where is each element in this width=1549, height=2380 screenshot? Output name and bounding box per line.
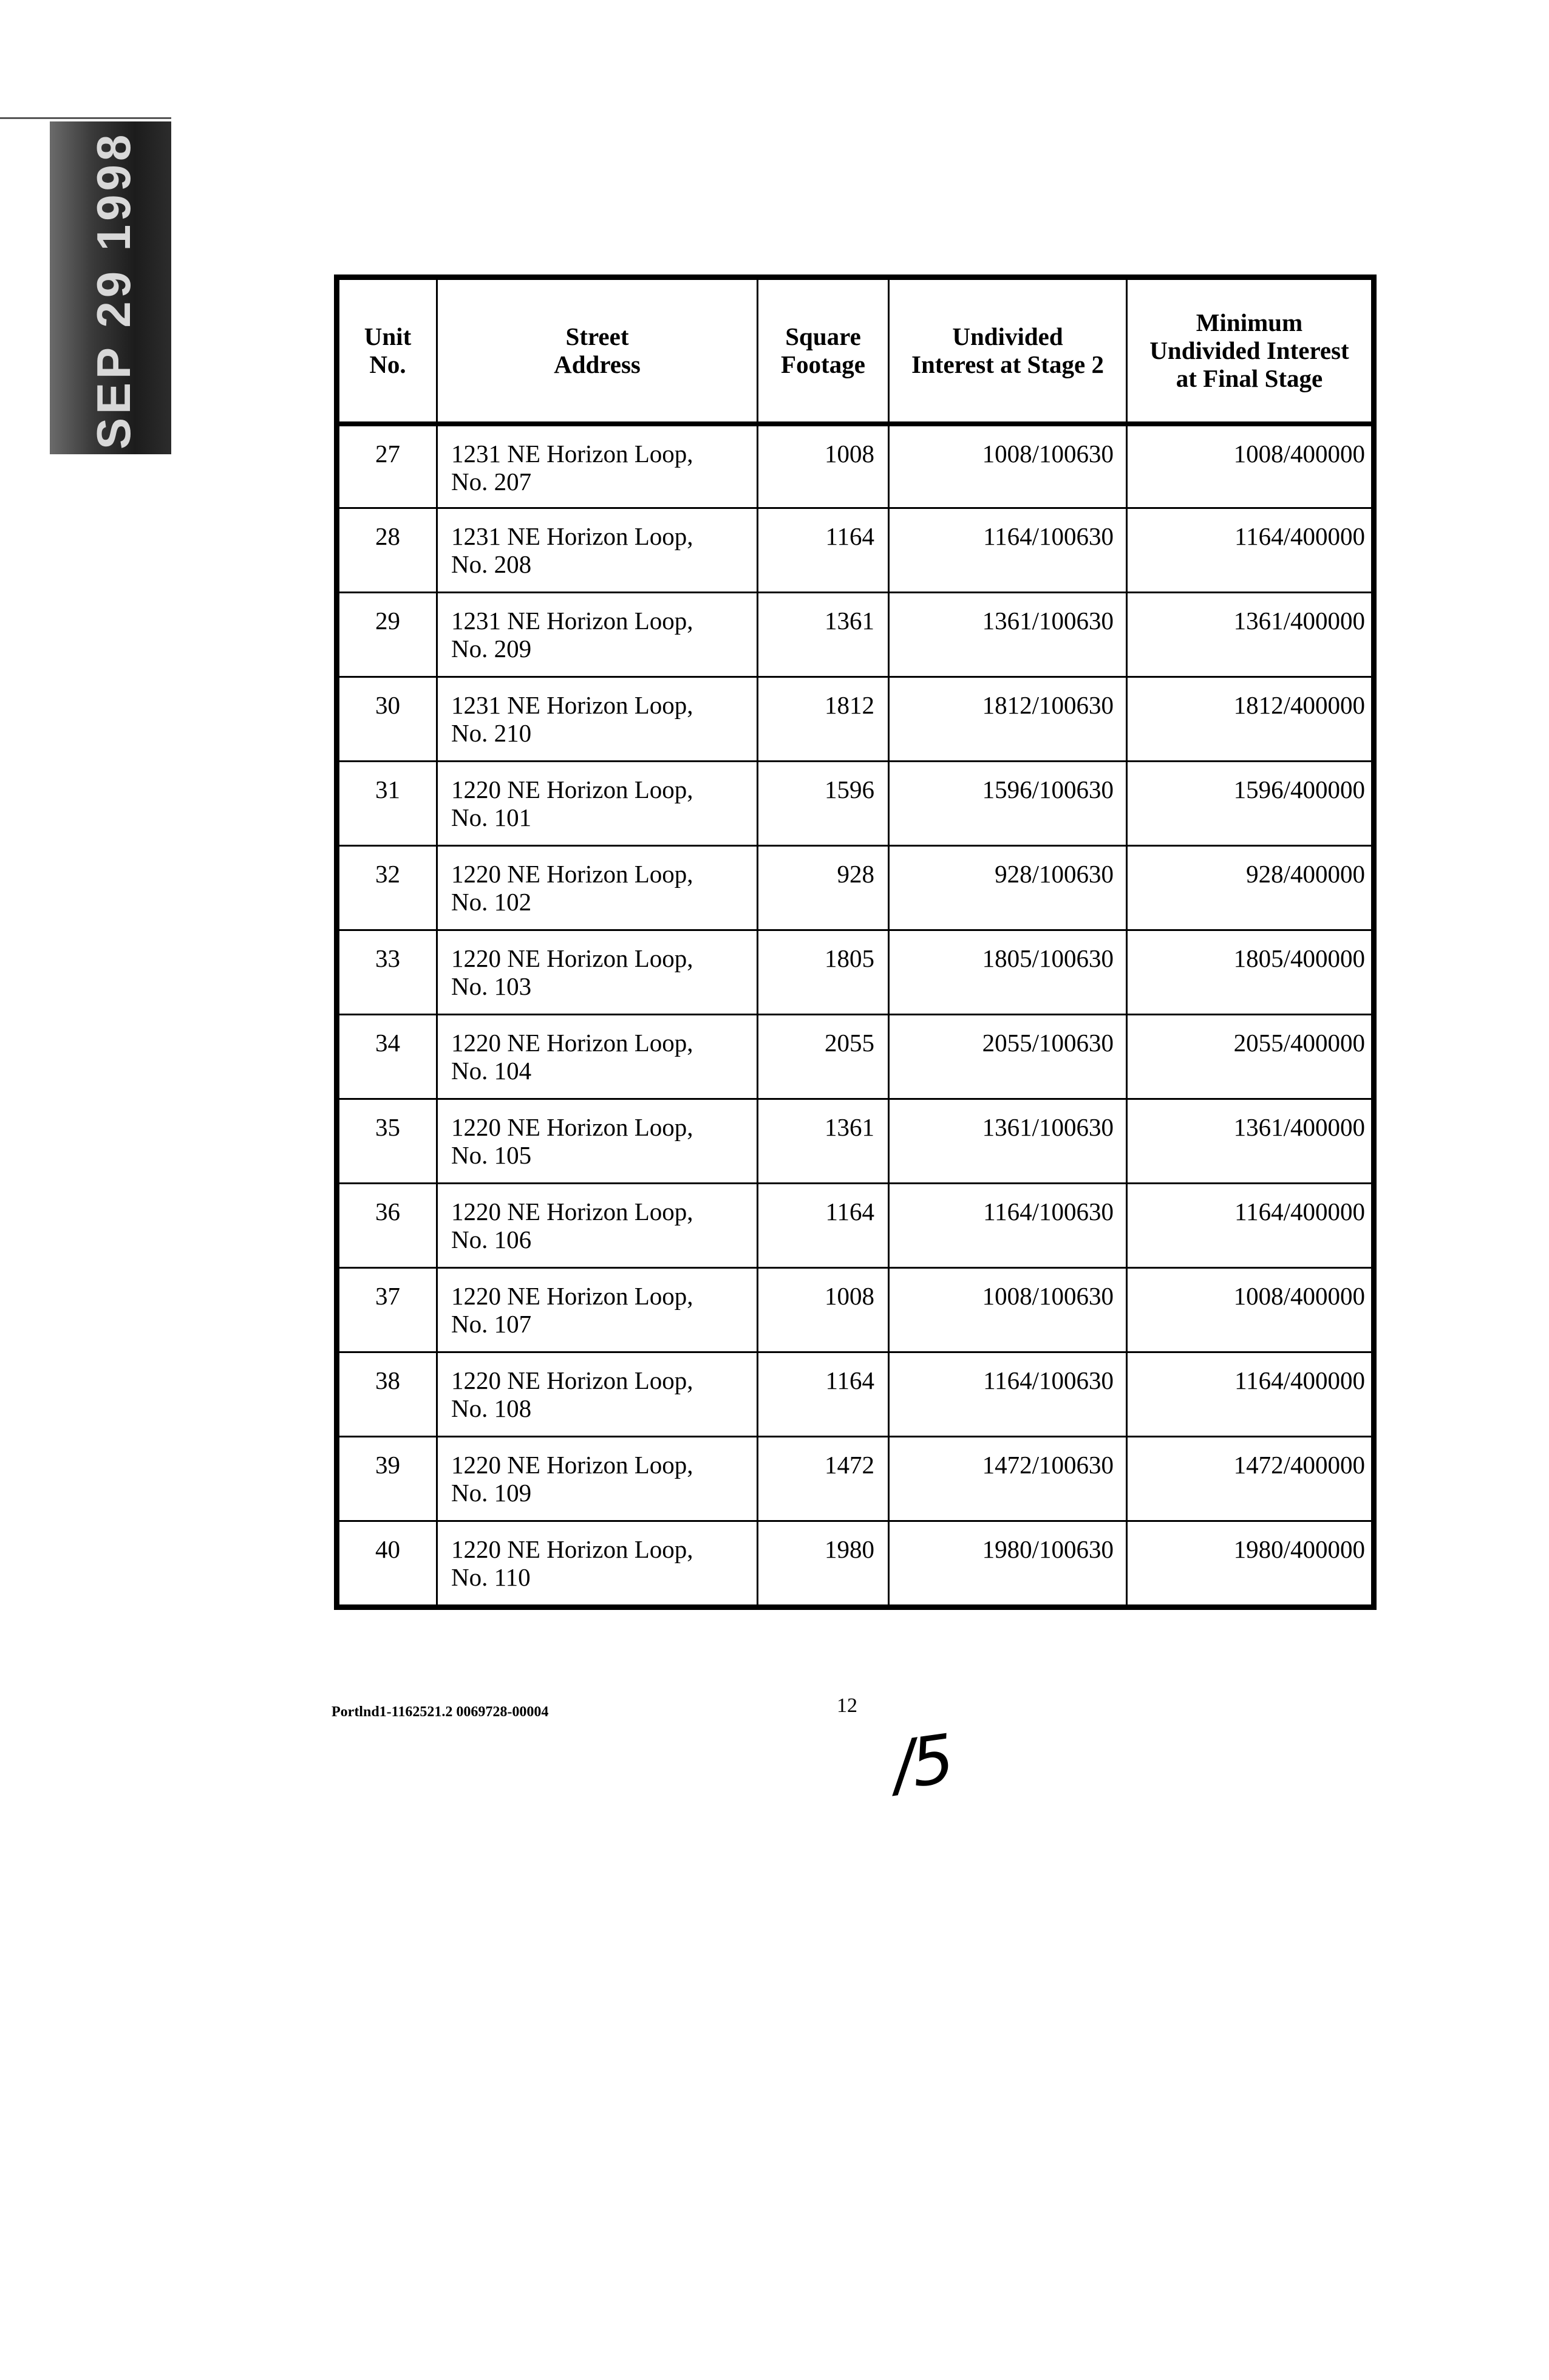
unit-no-cell: 37 — [339, 1268, 437, 1352]
street-address-cell — [437, 1521, 758, 1606]
table-row — [339, 508, 1372, 593]
header-square-footage: Square Footage — [758, 279, 889, 424]
street-address-cell — [437, 593, 758, 677]
address-line: No. 208 — [451, 550, 532, 578]
square-footage-cell: 2055 — [758, 1015, 889, 1099]
address-line: No. 108 — [451, 1394, 532, 1422]
interest-final-stage-cell: 1008/400000 — [1127, 424, 1372, 508]
header-street-address: Street Address — [437, 279, 758, 424]
address-line: 1220 NE Horizon Loop, — [451, 1535, 693, 1563]
street-address-cell — [437, 762, 758, 846]
address-line: 1220 NE Horizon Loop, — [451, 1366, 693, 1394]
table-row — [339, 1352, 1372, 1437]
header-interest-stage-2: Undivided Interest at Stage 2 — [889, 279, 1127, 424]
address-line: 1220 NE Horizon Loop, — [451, 1451, 693, 1479]
street-address-cell — [437, 1352, 758, 1437]
square-footage-cell: 1980 — [758, 1521, 889, 1606]
address-line: No. 110 — [451, 1563, 531, 1591]
street-address-cell — [437, 677, 758, 762]
unit-no-cell: 32 — [339, 846, 437, 930]
square-footage-cell: 1164 — [758, 508, 889, 593]
table-row — [339, 677, 1372, 762]
interest-stage-2-cell: 2055/100630 — [889, 1015, 1127, 1099]
interest-final-stage-cell: 1805/400000 — [1127, 930, 1372, 1015]
unit-no-cell: 38 — [339, 1352, 437, 1437]
square-footage-cell: 928 — [758, 846, 889, 930]
interest-stage-2-cell: 1164/100630 — [889, 1352, 1127, 1437]
table-row — [339, 1184, 1372, 1268]
unit-no-cell: 36 — [339, 1184, 437, 1268]
interest-final-stage-cell: 1164/400000 — [1127, 1352, 1372, 1437]
interest-stage-2-cell: 1361/100630 — [889, 593, 1127, 677]
interest-final-stage-cell: 1980/400000 — [1127, 1521, 1372, 1606]
unit-no-cell: 34 — [339, 1015, 437, 1099]
header-interest-final-stage: Minimum Undivided Interest at Final Stage — [1127, 279, 1372, 424]
square-footage-cell: 1008 — [758, 424, 889, 508]
unit-no-cell: 39 — [339, 1437, 437, 1521]
unit-no-cell: 29 — [339, 593, 437, 677]
table-row — [339, 1099, 1372, 1184]
table-row — [339, 762, 1372, 846]
unit-no-cell: 31 — [339, 762, 437, 846]
table-row — [339, 593, 1372, 677]
address-line: 1220 NE Horizon Loop, — [451, 776, 693, 803]
margin-rule — [0, 117, 171, 119]
unit-no-cell: 28 — [339, 508, 437, 593]
square-footage-cell: 1361 — [758, 593, 889, 677]
table-row — [339, 1268, 1372, 1352]
table-row — [339, 1015, 1372, 1099]
unit-no-cell: 35 — [339, 1099, 437, 1184]
interest-final-stage-cell: 1164/400000 — [1127, 1184, 1372, 1268]
interest-stage-2-cell: 1812/100630 — [889, 677, 1127, 762]
square-footage-cell: 1008 — [758, 1268, 889, 1352]
street-address-cell — [437, 930, 758, 1015]
address-line: No. 107 — [451, 1310, 532, 1338]
street-address-cell — [437, 1184, 758, 1268]
unit-no-cell: 40 — [339, 1521, 437, 1606]
interest-stage-2-cell: 1805/100630 — [889, 930, 1127, 1015]
address-line: 1220 NE Horizon Loop, — [451, 944, 693, 972]
interest-final-stage-cell: 1361/400000 — [1127, 593, 1372, 677]
square-footage-cell: 1361 — [758, 1099, 889, 1184]
handwritten-page-number: /5 — [887, 1720, 956, 1805]
address-line: 1220 NE Horizon Loop, — [451, 1282, 693, 1310]
table-row — [339, 424, 1372, 508]
address-line: No. 104 — [451, 1057, 532, 1085]
address-line: 1231 NE Horizon Loop, — [451, 607, 693, 635]
table-row — [339, 930, 1372, 1015]
interest-final-stage-cell: 1596/400000 — [1127, 762, 1372, 846]
interest-final-stage-cell: 2055/400000 — [1127, 1015, 1372, 1099]
street-address-cell — [437, 1268, 758, 1352]
page-number: 12 — [837, 1694, 857, 1717]
street-address-cell — [437, 846, 758, 930]
interest-final-stage-cell: 1361/400000 — [1127, 1099, 1372, 1184]
square-footage-cell: 1596 — [758, 762, 889, 846]
address-line: No. 210 — [451, 719, 532, 747]
address-line: No. 101 — [451, 803, 532, 831]
address-line: 1220 NE Horizon Loop, — [451, 1029, 693, 1057]
table-row — [339, 1437, 1372, 1521]
interest-stage-2-cell: 1008/100630 — [889, 424, 1127, 508]
address-line: No. 109 — [451, 1479, 532, 1507]
interest-stage-2-cell: 1361/100630 — [889, 1099, 1127, 1184]
address-line: No. 207 — [451, 467, 532, 496]
interest-final-stage-cell: 928/400000 — [1127, 846, 1372, 930]
street-address-cell — [437, 1099, 758, 1184]
undivided-interest-table-frame — [334, 274, 1377, 1610]
address-line: 1220 NE Horizon Loop, — [451, 860, 693, 888]
square-footage-cell: 1164 — [758, 1352, 889, 1437]
interest-final-stage-cell: 1164/400000 — [1127, 508, 1372, 593]
street-address-cell — [437, 1437, 758, 1521]
table-body — [339, 424, 1372, 1606]
interest-final-stage-cell: 1472/400000 — [1127, 1437, 1372, 1521]
interest-stage-2-cell: 1164/100630 — [889, 1184, 1127, 1268]
street-address-cell — [437, 508, 758, 593]
date-stamp — [50, 121, 171, 454]
unit-no-cell: 27 — [339, 424, 437, 508]
date-stamp-text: SEP 29 1998 — [87, 131, 140, 449]
address-line: No. 102 — [451, 888, 532, 916]
table-row — [339, 1521, 1372, 1606]
address-line: No. 105 — [451, 1141, 532, 1169]
interest-stage-2-cell: 1472/100630 — [889, 1437, 1127, 1521]
address-line: No. 209 — [451, 635, 532, 663]
interest-stage-2-cell: 1596/100630 — [889, 762, 1127, 846]
address-line: 1231 NE Horizon Loop, — [451, 439, 693, 468]
address-line: No. 103 — [451, 972, 532, 1000]
unit-no-cell: 30 — [339, 677, 437, 762]
document-id: Portlnd1-1162521.2 0069728-00004 — [332, 1704, 549, 1720]
square-footage-cell: 1812 — [758, 677, 889, 762]
interest-stage-2-cell: 1980/100630 — [889, 1521, 1127, 1606]
table-row — [339, 846, 1372, 930]
square-footage-cell: 1472 — [758, 1437, 889, 1521]
interest-final-stage-cell: 1812/400000 — [1127, 677, 1372, 762]
address-line: 1220 NE Horizon Loop, — [451, 1198, 693, 1226]
table-header-row — [339, 279, 1372, 424]
street-address-cell — [437, 1015, 758, 1099]
address-line: 1220 NE Horizon Loop, — [451, 1113, 693, 1141]
interest-stage-2-cell: 1164/100630 — [889, 508, 1127, 593]
square-footage-cell: 1805 — [758, 930, 889, 1015]
interest-final-stage-cell: 1008/400000 — [1127, 1268, 1372, 1352]
address-line: 1231 NE Horizon Loop, — [451, 691, 693, 719]
address-line: 1231 NE Horizon Loop, — [451, 522, 693, 550]
header-unit-no: Unit No. — [339, 279, 437, 424]
interest-stage-2-cell: 1008/100630 — [889, 1268, 1127, 1352]
interest-stage-2-cell: 928/100630 — [889, 846, 1127, 930]
street-address-cell — [437, 424, 758, 508]
undivided-interest-table — [338, 278, 1373, 1606]
unit-no-cell: 33 — [339, 930, 437, 1015]
address-line: No. 106 — [451, 1226, 532, 1253]
square-footage-cell: 1164 — [758, 1184, 889, 1268]
